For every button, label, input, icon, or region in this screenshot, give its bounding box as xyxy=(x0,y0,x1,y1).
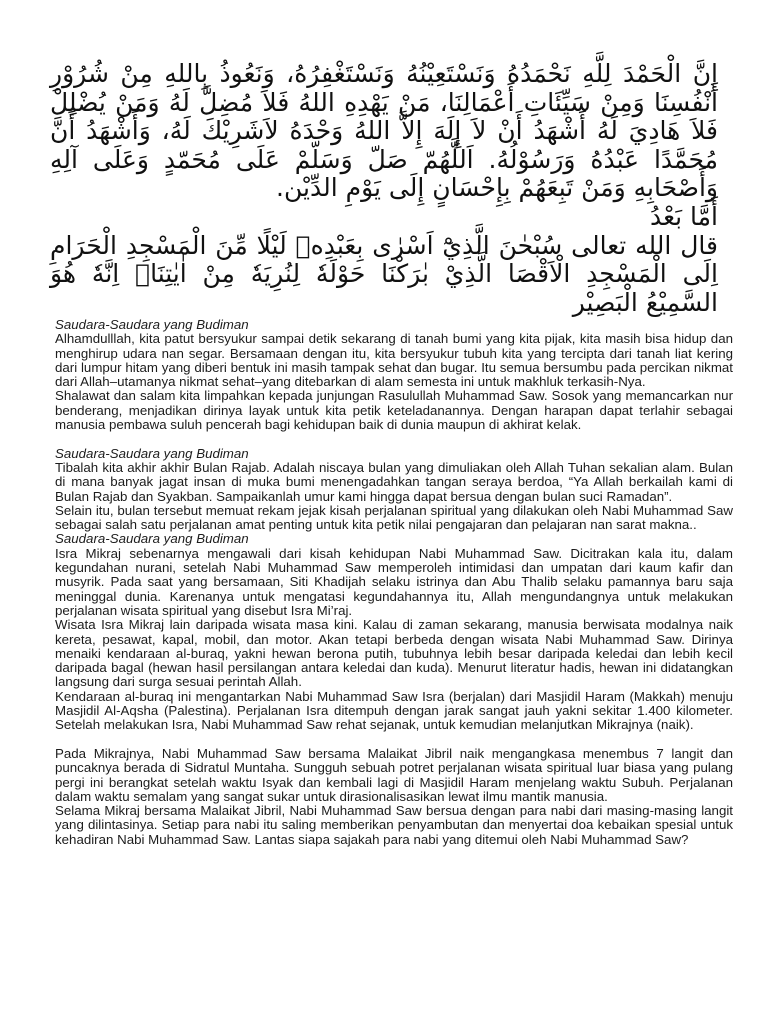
section-heading: Saudara-Saudara yang Budiman xyxy=(55,317,249,332)
paragraph: Isra Mikraj sebenarnya mengawali dari kisah kehidupan Nabi Muhammad Saw. Dicitrakan kala itu, dalam kegundahan nurani, setelah Nabi Muhammad Saw memperoleh intimidasi dan umpatan dari kaum kafir dan musyrik. Pada saat yang bersamaan, Siti Khadijah selaku istrinya dan Abu Thalib selaku pamannya baru saja meninggal dunia. Karenanya untuk mengatasi kegundahannya itu, Allah mengundangnya untuk melakukan perjalanan wisata spiritual yang disebut Isra Mi’raj. xyxy=(55,545,733,618)
arabic-opening xyxy=(50,60,718,317)
arabic-quran-verse: قال الله تعالى سُبْحٰنَ الَّذِيْٓ اَسْرٰى بِعَبْدِهٖ لَيْلًا مِّنَ الْمَسْجِدِ الْحَرَامِ اِلَى الْمَسْجِدِ الْاَقْصَا الَّذِيْ بٰرَكْنَا حَوْلَهٗ لِنُرِيَهٗ مِنْ اٰيٰتِنَاۗ اِنَّهٗ هُوَ السَّمِيْعُ الْبَصِيْر xyxy=(50,230,718,317)
paragraph: Selama Mikraj bersama Malaikat Jibril, Nabi Muhammad Saw bersua dengan para nabi dari masing-masing langit yang dilintasinya. Setiap para nabi itu saling memberikan penyambutan dan menyertai doa kebaikan spesial untuk kehadiran Nabi Muhammad Saw. Lantas siapa sajakah para nabi yang ditemui oleh Nabi Muhammad Saw? xyxy=(55,803,733,847)
paragraph: Alhamdulllah, kita patut bersyukur sampai detik sekarang di tanah bumi yang kita pijak, kita masih bisa hidup dan menghirup udara nan segar. Bersamaan dengan itu, kita bersyukur tubuh kita yang tercipta dari tanah liat kering dari lumpur hitam yang diberi bentuk ini masih tampak sehat dan bugar. Itu semua bersumbu pada percikan nikmat dari Allah–utamanya nikmat sehat–yang ditebarkan di alam semesta ini untuk makhluk terkasih-Nya. xyxy=(55,331,733,390)
paragraph: Kendaraan al-buraq ini mengantarkan Nabi Muhammad Saw Isra (berjalan) dari Masjidil Haram (Makkah) menuju Masjidil Al-Aqsha (Palestina). Perjalanan Isra ditempuh dengan jarak sangat jauh yakni sekitar 1.400 kilometer. Setelah melakukan Isra, Nabi Muhammad Saw rehat sejanak, untuk kemudian melanjutkan Mikrajnya (naik). xyxy=(55,688,733,733)
paragraph: Selain itu, bulan tersebut memuat rekam jejak kisah perjalanan spiritual yang dilakukan oleh Nabi Muhammad Saw sebagai salah satu perjalanan amat penting untuk kita petik nilai pengajaran dan pelajaran nan sarat makna.. xyxy=(55,502,733,533)
arabic-amma-badu: أَمَّا بَعْدُ xyxy=(649,201,718,231)
paragraph: Wisata Isra Mikraj lain daripada wisata masa kini. Kalau di zaman sekarang, manusia berwisata modalnya naik kereta, pesawat, kapal, mobil, dan motor. Akan tetapi berbeda dengan wisata Nabi Muhammad Saw. Dirinya menaiki kendaraan al-buraq, yakni hewan berona putih, tubuhnya lebih besar daripada keledai dan lebih kecil daripada bagal (hewan hasil persilangan antara keledai dan kuda). Menurut literatur hadis, hewan ini didatangkan langsung dari surga sesuai perintah Allah. xyxy=(55,617,733,690)
paragraph: Pada Mikrajnya, Nabi Muhammad Saw bersama Malaikat Jibril naik mengangkasa menembus 7 langit dan puncaknya berada di Sidratul Muntaha. Sungguh sebuah potret perjalanan wisata spiritual luar biasa yang pulang pergi ini berangkat setelah waktu Isyak dan kembali lagi di Masjidil Haram menjelang waktu Subuh. Perjalanan dalam waktu semalam yang sangat sukar untuk dirasionalisasikan lewat ilmu mantik manusia. xyxy=(55,745,733,804)
section-heading: Saudara-Saudara yang Budiman xyxy=(55,445,249,461)
document-body xyxy=(55,318,733,847)
paragraph-gap xyxy=(55,733,733,747)
paragraph: Tibalah kita akhir akhir Bulan Rajab. Adalah niscaya bulan yang dimuliakan oleh Allah Tuhan sekalian alam. Bulan di mana banyak jagat insan di muka bumi menengadahkan tangan seraya berdoa, “Ya Allah berkailah kami di Bulan Rajab dan Syakban. Sampaikanlah umur kami hingga dapat bersua dengan bulan suci Ramadan”. xyxy=(55,459,733,504)
paragraph: Shalawat dan salam kita limpahkan kepada junjungan Rasulullah Muhammad Saw. Sosok yang memancarkan nur benderang, menjadikan dirinya layak untuk kita petik keteladanannya. Dengan harapan dapat terlahir sebagai manusia pembawa suluh pencerah bagi kehidupan baik di dunia maupun di akhirat kelak. xyxy=(55,388,733,433)
paragraph-gap xyxy=(55,432,733,446)
arabic-khutbah-opening: إِنَّ الْحَمْدَ لِلَّهِ نَحْمَدُهُ وَنَسْتَعِيْنُهُ وَنَسْتَغْفِرُهُ، وَنَعُوذُ بِاللهِ مِنْ شُرُوْرِ أَنْفُسِنَا وَمِنْ سَيِّئَاتِ أَعْمَالِنَا، مَنْ يَهْدِهِ اللهُ فَلاَ مُضِلَّ لَهُ وَمَنْ يُضْلِلْ فَلاَ هَادِيَ لَهُ أَشْهَدُ أَنْ لاَ إِلَهَ إِلاَّ اللهُ وَحْدَهُ لاَشَرِيْكَ لَهُ، وَأَشْهَدُ أَنَّ مُحَمَّدًا عَبْدُهُ وَرَسُوْلُهُ. اَللَّهُمّ صَلّ وَسَلّمْ عَلَى مُحَمّدٍ وَعَلَى آلِهِ وَأَصْحَابِهِ وَمَنْ تَبِعَهُمْ بِإِحْسَانٍ إِلَى يَوْمِ الدِّيْن. xyxy=(50,59,718,203)
section-heading: Saudara-Saudara yang Budiman xyxy=(55,531,249,547)
